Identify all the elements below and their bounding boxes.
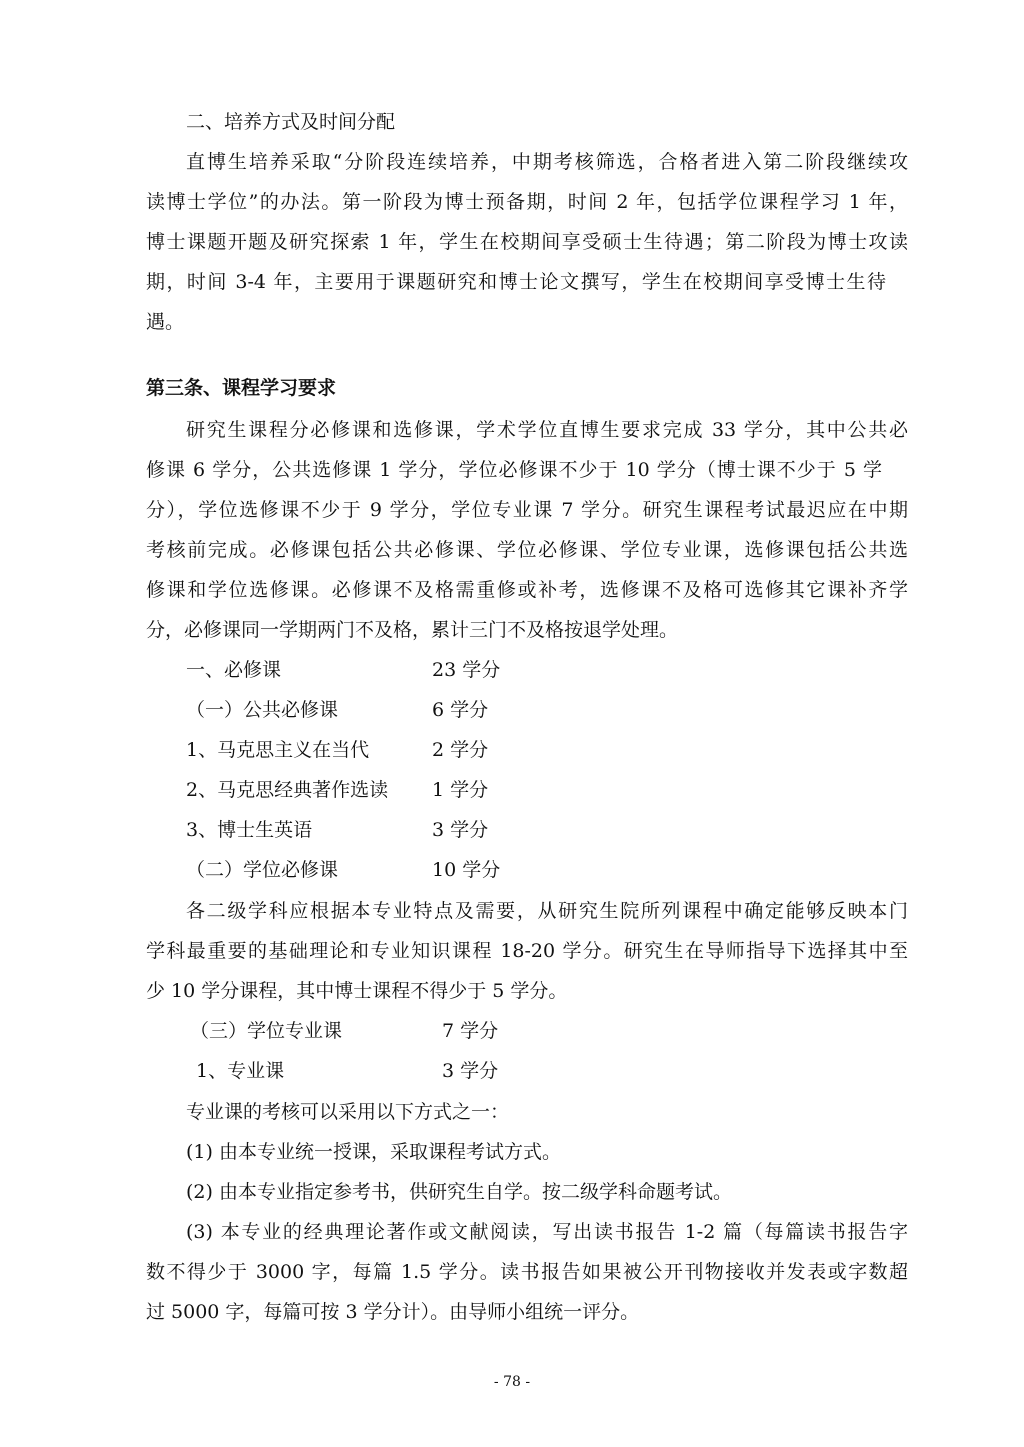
course-credit: 2 学分 [432,739,489,761]
course-name: 2、马克思经典著作选读 [186,779,389,801]
section-heading: 二、培养方式及时间分配 [186,111,396,133]
paragraph-line: 修课 6 学分，公共选修课 1 学分，学位必修课不少于 10 学分（博士课不少于 5 学 [146,459,882,481]
course-credit: 7 学分 [442,1020,499,1042]
course-credit: 23 学分 [432,659,501,681]
course-name: 一、必修课 [186,659,282,681]
paragraph-line: 少 10 学分课程，其中博士课程不得少于 5 学分。 [146,980,568,1002]
assessment-option: (2) 由本专业指定参考书，供研究生自学。按二级学科命题考试。 [186,1181,732,1203]
course-credit: 3 学分 [442,1060,499,1082]
course-credit: 1 学分 [432,779,489,801]
paragraph-line: 遇。 [146,311,185,333]
paragraph-line: 数不得少于 3000 字，每篇 1.5 学分。读书报告如果被公开刊物接收并发表或字数超 [146,1261,908,1283]
article-heading: 第三条、课程学习要求 [146,377,337,399]
paragraph-line: 修课和学位选修课。必修课不及格需重修或补考，选修课不及格可选修其它课补齐学 [146,579,908,601]
course-name: 3、博士生英语 [186,819,313,841]
course-credit: 3 学分 [432,819,489,841]
course-name: （一）公共必修课 [186,699,339,721]
paragraph-line: 各二级学科应根据本专业特点及需要，从研究生院所列课程中确定能够反映本门 [186,900,908,922]
paragraph-line: 过 5000 字，每篇可按 3 学分计）。由导师小组统一评分。 [146,1301,640,1323]
paragraph-line: 考核前完成。必修课包括公共必修课、学位必修课、学位专业课，选修课包括公共选 [146,539,908,561]
paragraph-line: 专业课的考核可以采用以下方式之一： [186,1101,510,1123]
assessment-option: (3) 本专业的经典理论著作或文献阅读，写出读书报告 1-2 篇（每篇读书报告字 [186,1221,908,1243]
course-name: 1、专业课 [196,1060,285,1082]
page-number: - 78 - [493,1374,531,1390]
paragraph-line: 直博生培养采取“分阶段连续培养，中期考核筛选，合格者进入第二阶段继续攻 [186,151,908,173]
assessment-option: (1) 由本专业统一授课，采取课程考试方式。 [186,1141,561,1163]
course-name: （三）学位专业课 [190,1020,343,1042]
paragraph-line: 学科最重要的基础理论和专业知识课程 18-20 学分。研究生在导师指导下选择其中至 [146,940,908,962]
paragraph-line: 研究生课程分必修课和选修课，学术学位直博生要求完成 33 学分，其中公共必 [186,419,908,441]
course-credit: 10 学分 [432,859,501,881]
paragraph-line: 博士课题开题及研究探索 1 年，学生在校期间享受硕士生待遇；第二阶段为博士攻读 [146,231,908,253]
paragraph-line: 期，时间 3-4 年，主要用于课题研究和博士论文撰写，学生在校期间享受博士生待 [146,271,886,293]
paragraph-line: 读博士学位”的办法。第一阶段为博士预备期，时间 2 年，包括学位课程学习 1 年， [146,191,908,213]
paragraph-line: 分），学位选修课不少于 9 学分，学位专业课 7 学分。研究生课程考试最迟应在中期 [146,499,908,521]
course-name: 1、马克思主义在当代 [186,739,370,761]
course-credit: 6 学分 [432,699,489,721]
paragraph-line: 分，必修课同一学期两门不及格，累计三门不及格按退学处理。 [146,619,679,641]
course-name: （二）学位必修课 [186,859,339,881]
